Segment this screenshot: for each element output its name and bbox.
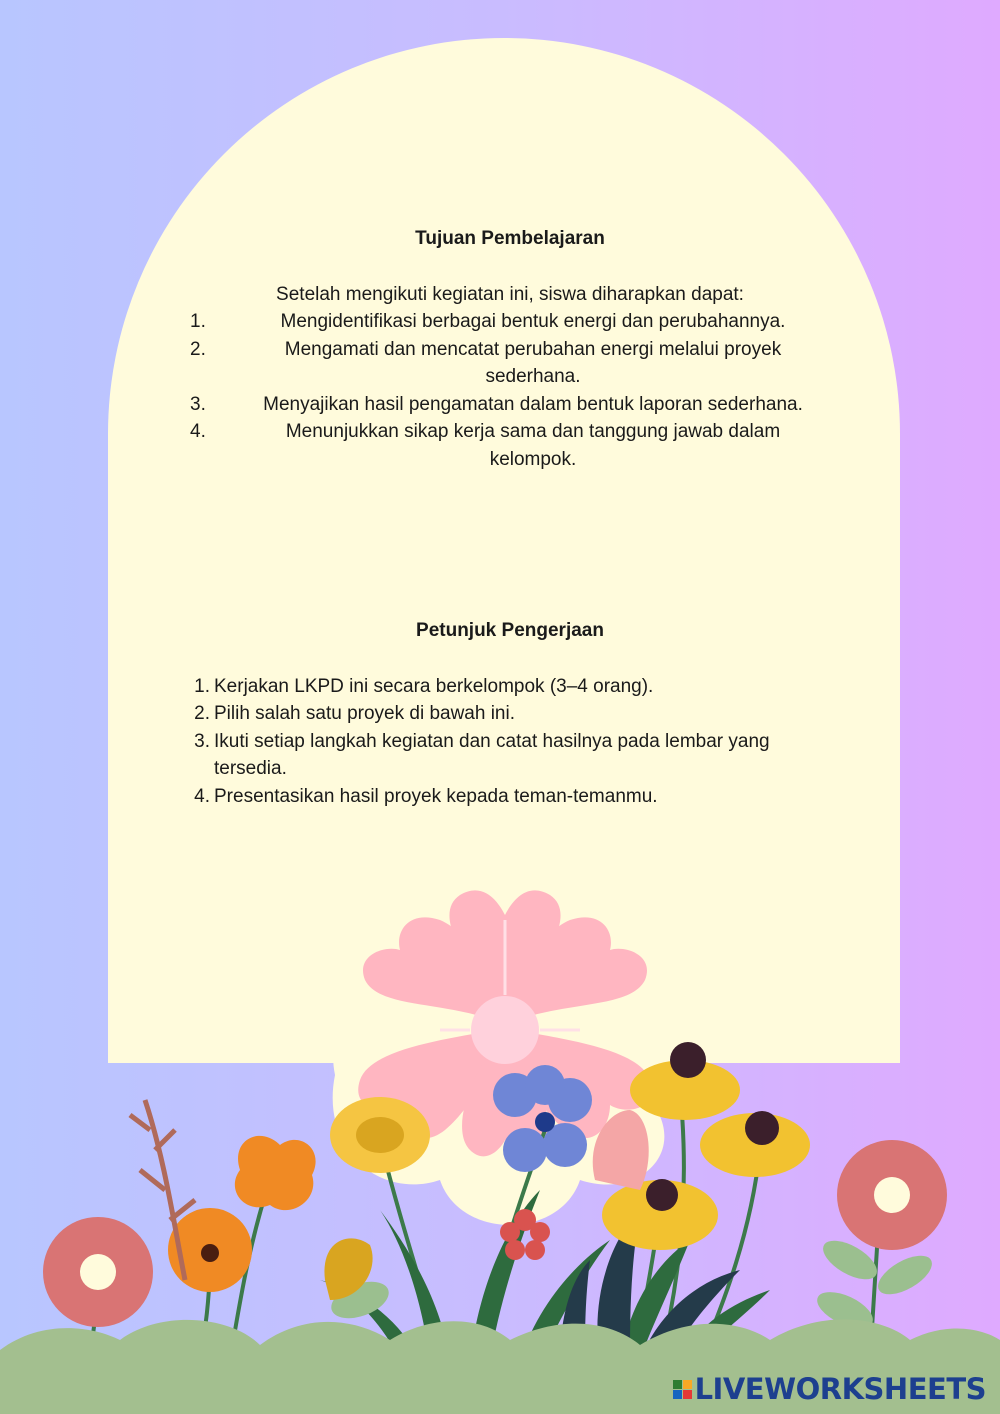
flower-garden-illustration [0, 860, 1000, 1414]
instructions-section [180, 617, 840, 810]
list-item: 3. Menyajikan hasil pengamatan dalam bentuk laporan sederhana. [190, 393, 803, 415]
objectives-list [180, 308, 840, 473]
objectives-title: Tujuan Pembelajaran [415, 228, 605, 249]
objectives-intro: Setelah mengikuti kegiatan ini, siswa diharapkan dapat: [276, 283, 744, 305]
objectives-section [180, 225, 840, 473]
liveworksheets-logo [673, 1372, 986, 1406]
logo-text: LIVEWORKSHEETS [694, 1372, 986, 1406]
logo-mark-icon [673, 1380, 692, 1399]
instructions-list [180, 673, 840, 811]
instructions-title: Petunjuk Pengerjaan [416, 620, 604, 641]
list-item: 4. Presentasikan hasil proyek kepada teman-temanmu. [194, 785, 658, 807]
list-item: 3. Ikuti setiap langkah kegiatan dan catat hasilnya pada lembar yang tersedia. [194, 730, 770, 779]
list-item: 1. Mengidentifikasi berbagai bentuk energi dan perubahannya. [190, 311, 786, 332]
list-item: 4. Menunjukkan sikap kerja sama dan tanggung jawab dalam kelompok. [190, 421, 781, 470]
list-item: 2. Pilih salah satu proyek di bawah ini. [194, 703, 516, 724]
list-item: 2. Mengamati dan mencatat perubahan energi melalui proyek sederhana. [190, 338, 782, 387]
orange-flower-icon [168, 1136, 316, 1292]
yellow-flower-icon [330, 1097, 430, 1173]
list-item: 1. Kerjakan LKPD ini secara berkelompok (3–4 orang). [194, 675, 654, 697]
